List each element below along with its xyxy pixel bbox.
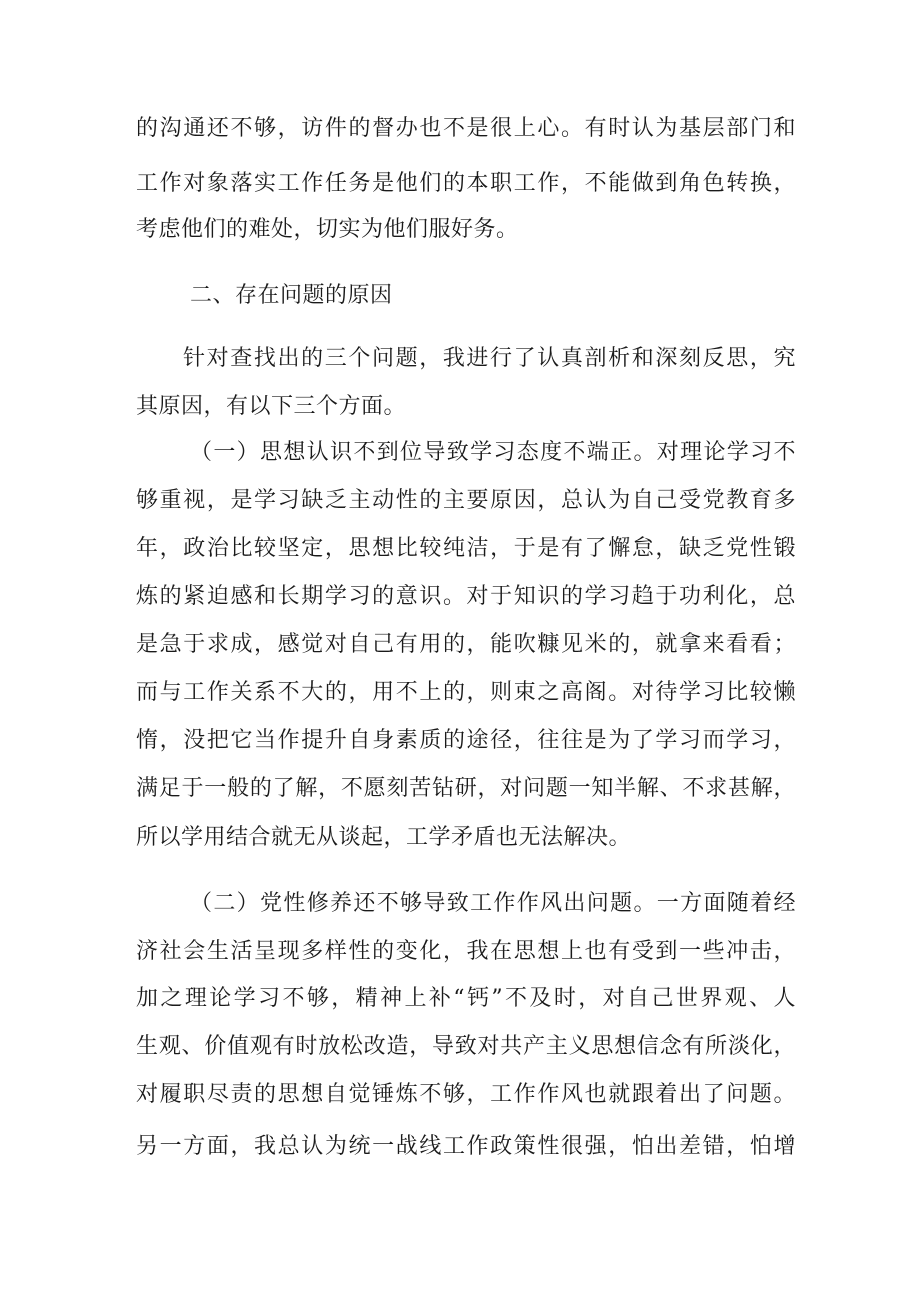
text-line: 工作对象落实工作任务是他们的本职工作，不能做到角色转换，	[136, 171, 796, 196]
text-line: 所以学用结合就无从谈起，工学矛盾也无法解决。	[136, 825, 632, 850]
text-line: 而与工作关系不大的，用不上的，则束之高阁。对待学习比较懒	[136, 680, 796, 705]
text-line: 是急于求成，感觉对自己有用的，能吹糠见米的，就拿来看看；	[136, 632, 796, 657]
text-line: 对履职尽责的思想自觉锤炼不够，工作作风也就跟着出了问题。	[136, 1082, 796, 1107]
text-line: 另一方面，我总认为统一战线工作政策性很强，怕出差错，怕增	[136, 1134, 796, 1159]
section-heading: 二、存在问题的原因	[190, 283, 393, 308]
text-line: 考虑他们的难处，切实为他们服好务。	[136, 217, 519, 242]
text-line: 针对查找出的三个问题，我进行了认真剖析和深刻反思，究	[183, 346, 796, 371]
text-line: 满足于一般的了解，不愿刻苦钻研，对问题一知半解、不求甚解，	[136, 776, 796, 801]
text-line: 炼的紧迫感和长期学习的意识。对于知识的学习趋于功利化，总	[136, 584, 796, 609]
text-line: 其原因，有以下三个方面。	[136, 394, 407, 419]
text-line: （二）党性修养还不够导致工作作风出问题。一方面随着经	[190, 891, 796, 916]
text-line: 够重视，是学习缺乏主动性的主要原因，总认为自己受党教育多	[136, 488, 796, 513]
text-line: 济社会生活呈现多样性的变化，我在思想上也有受到一些冲击，	[136, 939, 796, 964]
text-line: 的沟通还不够，访件的督办也不是很上心。有时认为基层部门和	[136, 116, 796, 141]
text-line: 年，政治比较坚定，思想比较纯洁，于是有了懈怠，缺乏党性锻	[136, 536, 796, 561]
text-line: 加之理论学习不够，精神上补“钙”不及时，对自己世界观、人	[136, 986, 796, 1011]
text-line: 惰，没把它当作提升自身素质的途径，往往是为了学习而学习，	[136, 728, 796, 753]
text-line: 生观、价值观有时放松改造，导致对共产主义思想信念有所淡化，	[136, 1034, 796, 1059]
text-line: （一）思想认识不到位导致学习态度不端正。对理论学习不	[190, 440, 796, 465]
